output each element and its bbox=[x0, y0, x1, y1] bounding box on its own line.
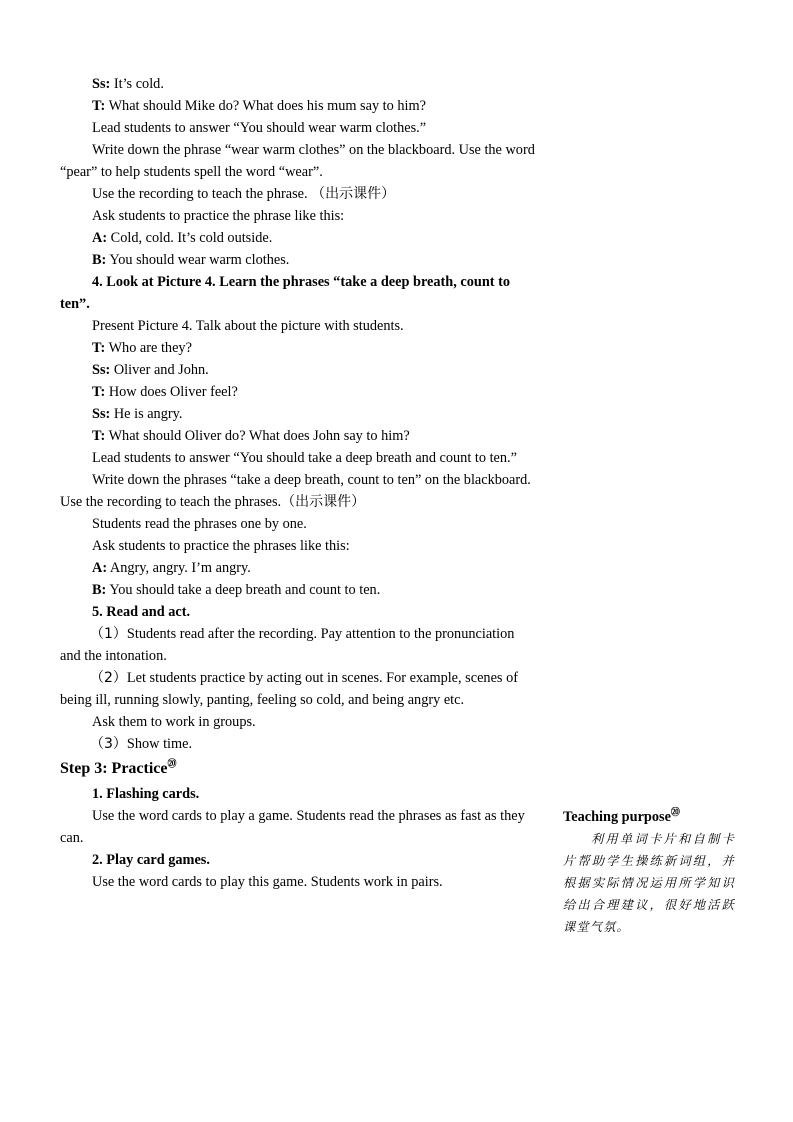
speaker-label: T: bbox=[92, 98, 106, 114]
dialogue-line bbox=[60, 227, 535, 249]
item-number: （1） bbox=[90, 626, 127, 642]
dialogue-line bbox=[60, 359, 535, 381]
dialogue-line bbox=[60, 249, 535, 271]
dialogue-text: Oliver and John. bbox=[110, 362, 209, 378]
dialogue-line bbox=[60, 381, 535, 403]
paragraph: Lead students to answer “You should wear warm clothes.” bbox=[92, 120, 427, 136]
paragraph: Use the recording to teach the phrase. （出示课件） bbox=[92, 186, 396, 202]
speaker-label: Ss: bbox=[92, 76, 111, 92]
paragraph: Students read the phrases one by one. bbox=[92, 516, 307, 532]
dialogue-text: You should take a deep breath and count to ten. bbox=[106, 582, 381, 598]
numbered-item: （2）Let students practice by acting out in scenes. For example, scenes of being ill, running slowly, panting, feeling so cold, and being angry etc. bbox=[60, 670, 518, 708]
speaker-label: B: bbox=[92, 582, 107, 598]
paragraph: Present Picture 4. Talk about the picture with students. bbox=[92, 318, 404, 334]
teaching-purpose-note bbox=[563, 806, 735, 938]
dialogue-text: It’s cold. bbox=[110, 76, 164, 92]
speaker-label: A: bbox=[92, 560, 108, 576]
dialogue-text: Cold, cold. It’s cold outside. bbox=[107, 230, 273, 246]
paragraph: Ask them to work in groups. bbox=[92, 714, 256, 730]
dialogue-line bbox=[60, 425, 535, 447]
section-heading: 4. Look at Picture 4. Learn the phrases “take a deep breath, count to ten”. bbox=[60, 274, 511, 312]
speaker-label: T: bbox=[92, 428, 106, 444]
dialogue-line bbox=[60, 95, 535, 117]
speaker-label: T: bbox=[92, 384, 106, 400]
dialogue-text: What should Mike do? What does his mum say to him? bbox=[105, 98, 426, 114]
dialogue-line bbox=[60, 403, 535, 425]
speaker-label: T: bbox=[92, 340, 106, 356]
section-heading: 5. Read and act. bbox=[92, 604, 191, 620]
speaker-label: A: bbox=[92, 230, 108, 246]
dialogue-text: He is angry. bbox=[110, 406, 183, 422]
numbered-item: （3）Show time. bbox=[90, 736, 193, 752]
numbered-item: （1）Students read after the recording. Pay attention to the pronunciation and the intonation. bbox=[60, 626, 515, 664]
lesson-plan-body bbox=[60, 73, 535, 893]
footnote-marker: ⑳ bbox=[670, 807, 680, 818]
slide-note: （出示课件） bbox=[281, 494, 366, 510]
speaker-label: Ss: bbox=[92, 406, 111, 422]
dialogue-line bbox=[60, 337, 535, 359]
section-heading: 1. Flashing cards. bbox=[92, 786, 200, 802]
speaker-label: B: bbox=[92, 252, 107, 268]
paragraph: Write down the phrase “wear warm clothes” on the blackboard. Use the word “pear” to help students spell the word “wear”. bbox=[60, 142, 535, 180]
dialogue-line bbox=[60, 579, 535, 601]
dialogue-text: What should Oliver do? What does John say to him? bbox=[105, 428, 410, 444]
paragraph: Use the word cards to play a game. Students read the phrases as fast as they can. bbox=[60, 808, 525, 846]
dialogue-text: How does Oliver feel? bbox=[105, 384, 238, 400]
footnote-marker: ⑳ bbox=[167, 758, 177, 769]
dialogue-line bbox=[60, 557, 535, 579]
paragraph: Ask students to practice the phrases like this: bbox=[92, 538, 350, 554]
item-number: （2） bbox=[90, 670, 127, 686]
paragraph: Ask students to practice the phrase like this: bbox=[92, 208, 345, 224]
dialogue-text: You should wear warm clothes. bbox=[106, 252, 290, 268]
dialogue-line bbox=[60, 73, 535, 95]
paragraph: Write down the phrases “take a deep breath, count to ten” on the blackboard. Use the recording to teach the phrases.（出示课件） bbox=[60, 472, 531, 510]
section-heading: 2. Play card games. bbox=[92, 852, 210, 868]
paragraph: Lead students to answer “You should take a deep breath and count to ten.” bbox=[92, 450, 517, 466]
dialogue-text: Angry, angry. I’m angry. bbox=[107, 560, 251, 576]
paragraph: Use the word cards to play this game. Students work in pairs. bbox=[92, 874, 443, 890]
dialogue-text: Who are they? bbox=[105, 340, 192, 356]
item-number: （3） bbox=[90, 736, 127, 752]
step-heading: Step 3: Practice⑳ bbox=[60, 758, 177, 777]
slide-note: （出示课件） bbox=[311, 186, 396, 202]
teaching-purpose-text: 利用单词卡片和自制卡片帮助学生操练新词组，并根据实际情况运用所学知识给出合理建议，很好地活跃课堂气氛。 bbox=[563, 832, 735, 934]
speaker-label: Ss: bbox=[92, 362, 111, 378]
teaching-purpose-title: Teaching purpose⑳ bbox=[563, 807, 680, 825]
